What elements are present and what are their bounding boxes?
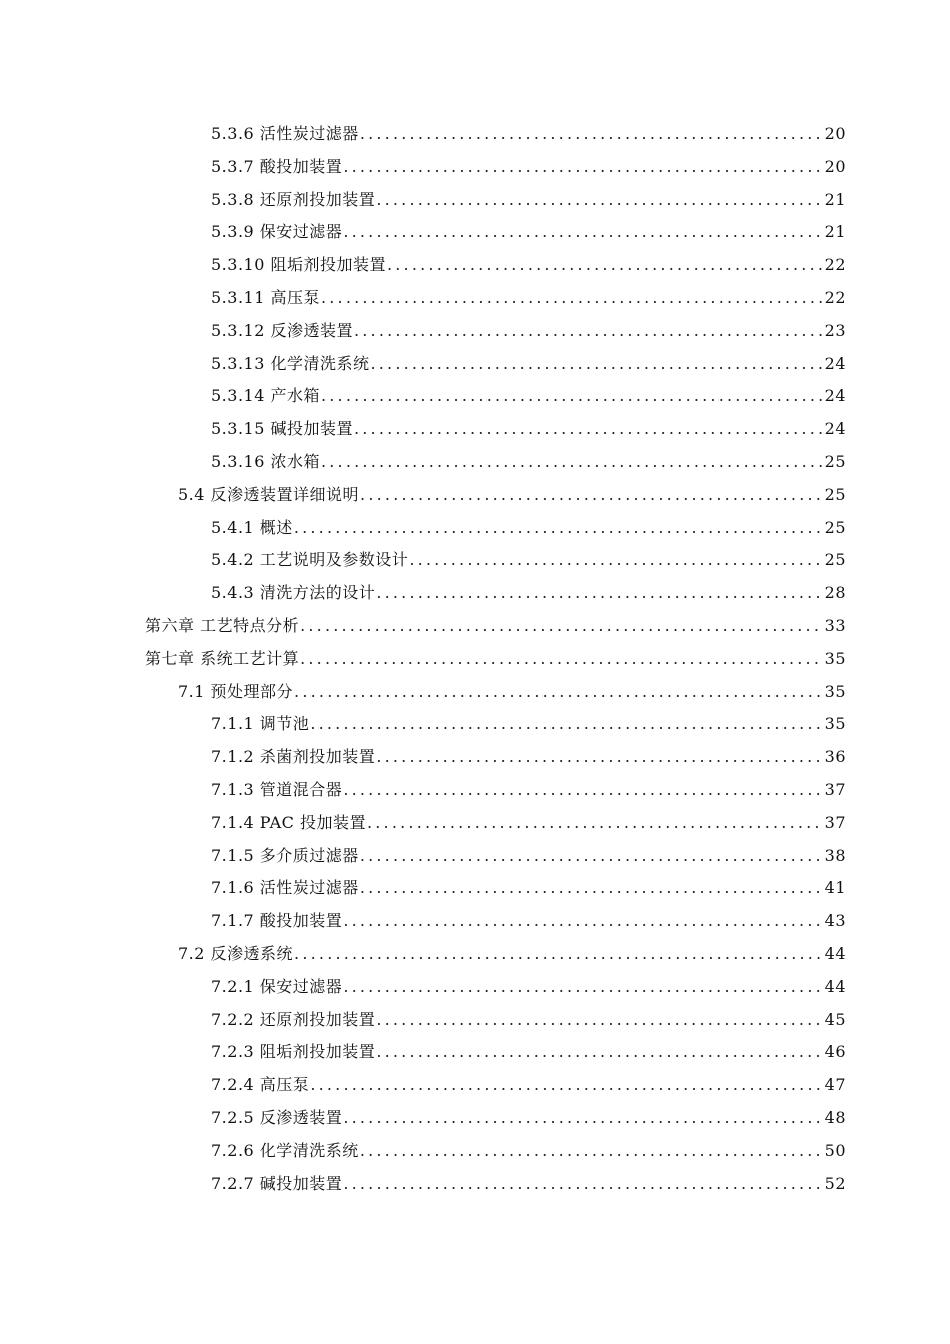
toc-entry[interactable] bbox=[0, 676, 950, 709]
toc-entry[interactable] bbox=[0, 577, 950, 610]
toc-entry-page-number: 44 bbox=[824, 943, 846, 963]
toc-entry-page-number: 20 bbox=[824, 156, 846, 176]
toc-entry-title: 5.4.3 清洗方法的设计 bbox=[211, 583, 376, 603]
toc-entry-title: 5.4.1 概述 bbox=[211, 517, 293, 537]
toc-entry[interactable] bbox=[0, 1135, 950, 1168]
toc-entry-page-number: 35 bbox=[824, 714, 846, 734]
toc-entry-title: 5.4.2 工艺说明及参数设计 bbox=[211, 550, 409, 570]
toc-entry[interactable] bbox=[0, 1004, 950, 1037]
toc-dot-leader bbox=[367, 807, 823, 840]
toc-dot-leader bbox=[343, 971, 822, 1004]
toc-entry-title: 5.3.7 酸投加装置 bbox=[211, 156, 343, 176]
toc-entry-page-number: 35 bbox=[824, 648, 846, 668]
toc-entry[interactable] bbox=[0, 774, 950, 807]
toc-dot-leader bbox=[294, 938, 823, 971]
toc-entry[interactable] bbox=[0, 840, 950, 873]
toc-entry-page-number: 28 bbox=[824, 583, 846, 603]
toc-entry[interactable] bbox=[0, 380, 950, 413]
toc-entry-title: 7.2.4 高压泵 bbox=[211, 1075, 310, 1095]
toc-entry-title: 7.1.4 PAC 投加装置 bbox=[211, 812, 366, 832]
toc-dot-leader bbox=[321, 282, 823, 315]
toc-entry-page-number: 22 bbox=[824, 255, 846, 275]
toc-dot-leader bbox=[354, 315, 823, 348]
toc-entry-page-number: 25 bbox=[824, 451, 846, 471]
toc-dot-leader bbox=[294, 512, 823, 545]
toc-entry[interactable] bbox=[0, 872, 950, 905]
toc-dot-leader bbox=[343, 151, 822, 184]
toc-entry-title: 5.3.13 化学清洗系统 bbox=[211, 353, 370, 373]
toc-entry[interactable] bbox=[0, 643, 950, 676]
toc-entry-page-number: 52 bbox=[824, 1173, 846, 1193]
toc-entry[interactable] bbox=[0, 807, 950, 840]
toc-dot-leader bbox=[376, 741, 822, 774]
toc-entry[interactable] bbox=[0, 118, 950, 151]
toc-dot-leader bbox=[354, 413, 823, 446]
toc-dot-leader bbox=[370, 348, 822, 381]
toc-entry-page-number: 46 bbox=[824, 1042, 846, 1062]
toc-dot-leader bbox=[310, 708, 822, 741]
toc-entry-title: 5.3.14 产水箱 bbox=[211, 386, 320, 406]
toc-entry-page-number: 45 bbox=[824, 1009, 846, 1029]
toc-dot-leader bbox=[376, 1004, 822, 1037]
toc-entry[interactable] bbox=[0, 151, 950, 184]
toc-entry-title: 第六章 工艺特点分析 bbox=[145, 615, 300, 635]
toc-entry-page-number: 41 bbox=[824, 878, 846, 898]
toc-dot-leader bbox=[343, 905, 822, 938]
toc-dot-leader bbox=[343, 1168, 822, 1201]
toc-entry-title: 5.3.6 活性炭过滤器 bbox=[211, 124, 359, 143]
toc-entry[interactable] bbox=[0, 348, 950, 381]
toc-entry-title: 5.4 反渗透装置详细说明 bbox=[178, 484, 360, 504]
toc-entry-page-number: 35 bbox=[824, 681, 846, 701]
toc-entry-title: 5.3.16 浓水箱 bbox=[211, 451, 320, 471]
toc-dot-leader bbox=[321, 446, 823, 479]
toc-entry[interactable] bbox=[0, 1069, 950, 1102]
toc-entry[interactable] bbox=[0, 971, 950, 1004]
toc-dot-leader bbox=[321, 380, 823, 413]
toc-entry[interactable] bbox=[0, 610, 950, 643]
toc-entry-page-number: 50 bbox=[824, 1140, 846, 1160]
toc-entry[interactable] bbox=[0, 544, 950, 577]
toc-entry-page-number: 22 bbox=[824, 287, 846, 307]
toc-dot-leader bbox=[360, 118, 823, 151]
toc-entry[interactable] bbox=[0, 282, 950, 315]
toc-entry[interactable] bbox=[0, 708, 950, 741]
toc-entry-title: 5.3.11 高压泵 bbox=[211, 287, 320, 307]
toc-entry-title: 7.1 预处理部分 bbox=[178, 681, 294, 701]
toc-entry-title: 7.1.7 酸投加装置 bbox=[211, 911, 343, 931]
toc-entry[interactable] bbox=[0, 741, 950, 774]
toc-entry[interactable] bbox=[0, 479, 950, 512]
toc-dot-leader bbox=[300, 643, 823, 676]
toc-entry[interactable] bbox=[0, 938, 950, 971]
toc-dot-leader bbox=[343, 216, 822, 249]
toc-entry-page-number: 47 bbox=[824, 1075, 846, 1095]
toc-dot-leader bbox=[310, 1069, 822, 1102]
table-of-contents bbox=[0, 118, 950, 1200]
toc-entry-title: 5.3.10 阻垢剂投加装置 bbox=[211, 255, 386, 275]
toc-entry[interactable] bbox=[0, 1036, 950, 1069]
toc-entry-page-number: 38 bbox=[824, 845, 846, 865]
toc-entry-title: 7.2.1 保安过滤器 bbox=[211, 976, 343, 996]
toc-entry-title: 7.2.6 化学清洗系统 bbox=[211, 1140, 359, 1160]
toc-entry-title: 7.2.2 还原剂投加装置 bbox=[211, 1009, 376, 1029]
toc-dot-leader bbox=[294, 676, 823, 709]
toc-entry-title: 7.2.5 反渗透装置 bbox=[211, 1107, 343, 1127]
toc-entry[interactable] bbox=[0, 905, 950, 938]
toc-entry[interactable] bbox=[0, 249, 950, 282]
toc-entry-title: 5.3.9 保安过滤器 bbox=[211, 222, 343, 242]
toc-entry[interactable] bbox=[0, 1102, 950, 1135]
toc-dot-leader bbox=[376, 184, 822, 217]
toc-entry-title: 7.2.3 阻垢剂投加装置 bbox=[211, 1042, 376, 1062]
toc-entry-page-number: 33 bbox=[824, 615, 846, 635]
toc-entry-page-number: 24 bbox=[824, 353, 846, 373]
toc-entry-page-number: 37 bbox=[824, 779, 846, 799]
toc-dot-leader bbox=[343, 774, 822, 807]
toc-entry-title: 7.1.5 多介质过滤器 bbox=[211, 845, 359, 865]
toc-dot-leader bbox=[300, 610, 823, 643]
toc-entry-page-number: 21 bbox=[824, 189, 846, 209]
toc-entry-page-number: 48 bbox=[824, 1107, 846, 1127]
toc-entry-page-number: 37 bbox=[824, 812, 846, 832]
toc-entry-page-number: 25 bbox=[824, 550, 846, 570]
toc-dot-leader bbox=[360, 840, 823, 873]
toc-entry-title: 7.1.3 管道混合器 bbox=[211, 779, 343, 799]
toc-dot-leader bbox=[376, 1036, 822, 1069]
toc-entry[interactable] bbox=[0, 512, 950, 545]
toc-dot-leader bbox=[343, 1102, 822, 1135]
toc-entry-title: 7.1.2 杀菌剂投加装置 bbox=[211, 747, 376, 767]
toc-entry-title: 7.1.1 调节池 bbox=[211, 714, 310, 734]
toc-entry-page-number: 25 bbox=[824, 484, 846, 504]
toc-entry-title: 5.3.8 还原剂投加装置 bbox=[211, 189, 376, 209]
toc-entry-page-number: 24 bbox=[824, 386, 846, 406]
toc-entry-page-number: 44 bbox=[824, 976, 846, 996]
toc-dot-leader bbox=[409, 544, 822, 577]
toc-entry-title: 5.3.15 碱投加装置 bbox=[211, 419, 353, 439]
toc-entry-title: 7.1.6 活性炭过滤器 bbox=[211, 878, 359, 898]
toc-entry[interactable] bbox=[0, 216, 950, 249]
toc-entry-page-number: 36 bbox=[824, 747, 846, 767]
toc-entry-title: 7.2.7 碱投加装置 bbox=[211, 1173, 343, 1193]
toc-dot-leader bbox=[360, 1135, 823, 1168]
toc-entry-page-number: 25 bbox=[824, 517, 846, 537]
toc-dot-leader bbox=[360, 479, 823, 512]
toc-entry-title: 5.3.12 反渗透装置 bbox=[211, 320, 353, 340]
toc-entry-page-number: 24 bbox=[824, 419, 846, 439]
toc-dot-leader bbox=[376, 577, 822, 610]
toc-entry-title: 7.2 反渗透系统 bbox=[178, 943, 294, 963]
toc-entry-page-number: 20 bbox=[824, 124, 846, 143]
toc-entry[interactable] bbox=[0, 413, 950, 446]
toc-entry[interactable] bbox=[0, 446, 950, 479]
toc-entry[interactable] bbox=[0, 315, 950, 348]
toc-entry-page-number: 43 bbox=[824, 911, 846, 931]
toc-entry-page-number: 21 bbox=[824, 222, 846, 242]
toc-entry[interactable] bbox=[0, 1168, 950, 1201]
toc-dot-leader bbox=[360, 872, 823, 905]
toc-entry[interactable] bbox=[0, 184, 950, 217]
toc-entry-page-number: 23 bbox=[824, 320, 846, 340]
toc-dot-leader bbox=[387, 249, 823, 282]
toc-entry-title: 第七章 系统工艺计算 bbox=[145, 648, 300, 668]
